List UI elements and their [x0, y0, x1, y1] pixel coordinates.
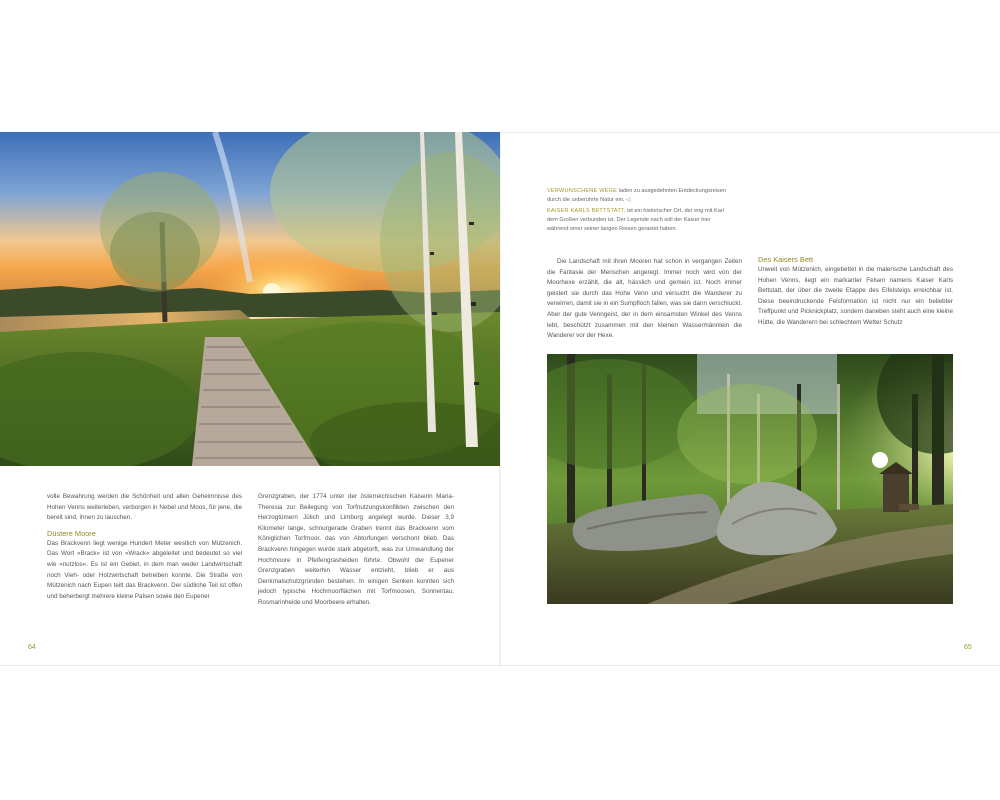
right-column-2 [758, 254, 953, 329]
page-number-left: 64 [28, 644, 36, 651]
caption-1-text: laden zu ausgedehnten Entdeckungsreisen durch die unberührte Natur ein. ◁ [547, 188, 726, 203]
left-col1-paragraph-2: Das Brackvenn liegt wenige Hundert Meter westlich von Mützenich. Das Wort »Brack« ist von »Wrack« abgeleitet und bedeutet so viel wie »nutzlos«. Es ist ein Gebiet, in dem man weder Landwirtschaft noch Vieh- oder Holzwirtschaft betreiben konnte. Die Straße von Mützenich nach Eupen teilt das Brackvenn. Der südliche Teil ist offen und beherbergt mehrere kleine Palsen sowie den Eupener [47, 539, 242, 600]
caption-1-lead: VERWUNSCHENE WEGE [547, 188, 618, 194]
caption-2-lead: KAISER KARLS BETTSTATT, [547, 208, 626, 214]
spread-bottom-edge [0, 665, 1000, 666]
forest-boulders-photo [547, 354, 953, 604]
left-column-2 [258, 492, 454, 609]
subheading-duestere-moore: Düstere Moore [47, 528, 96, 538]
page-number-right: 65 [964, 644, 972, 651]
right-col2-paragraph-1: Unweit von Mützenich, eingebettet in die malerische Landschaft des Hohen Venns, liegt ein markanter Felsen namens Kaiser Karls Bettstatt, der über die zweite Etappe des Eifelsteigs erreichbar ist. Diese beeindruckende Felsformation ist nicht nur ein beliebter Treffpunkt und Picknickplatz, sondern daneben steht auch eine kleine Hütte, die Wanderern bei schlechtem Wetter Schutz [758, 266, 953, 326]
caption-2 [547, 207, 729, 234]
right-column-1 [547, 257, 742, 342]
boardwalk-sunset-photo [0, 132, 500, 466]
subheading-des-kaisers-bett: Des Kaisers Bett [758, 255, 814, 264]
photo-captions [547, 187, 729, 236]
left-col2-paragraph-1: Grenzgraben, der 1774 unter der österreichischen Kaiserin Maria-Theresia zur Beilegung von Torfnutzungskonflikten zwischen den Herzogtümern Jülich und Limburg angelegt wurde. Dieser 3,9 Kilometer lange, schnurgerade Graben trennt das Brackvenn vom Königlichen Torfmoor, das von Abtorfungen verschont blieb. Das Brackvenn hingegen wurde stark abgetorft, was zur Umwandlung der Hochmoore in Pfeifengrasheiden führte. Obwohl der Eupener Grenzgraben weiterhin Wasser entzieht, blieb er aus Denkmalschutzgründen bestehen. In einigen Senken konnten sich jedoch typische Hochmoorflächen mit Torfmoosen, Sonnentau, Rosmarinheide und Moorbeere erhalten. [258, 493, 454, 606]
left-column-1 [47, 492, 242, 602]
right-col1-paragraph-1: Die Landschaft mit ihren Mooren hat schon in vergangen Zeiten die Fantasie der Menschen angeregt. Immer noch wird von der Moorhexe erzählt, die alt, hässlich und gemein ist. Noch immer geistert sie durch das Hohe Venn und versucht die Wanderer zu verwirren, damit sie in ein Sumpfloch fallen, was sie dann verschluckt. Aber der gute Venngeist, der in dem einsamsten Winkel des Venns lebt, beschützt zusammen mit den kleinen Wassermännlein die Wanderer vor der Hexe. [547, 258, 742, 340]
left-col1-paragraph-1: volle Bewahrung werden die Schönheit und allen Geheimnisse des Hohen Venns weiterleben, verborgen in Nebel und Moos, für jene, die bereit sind, ihnen zu lauschen. [47, 493, 242, 522]
caption-1 [547, 187, 729, 205]
caption-2-text: ist ein historischer Ort, der eng mit Karl dem Großen verbunden ist. Der Legende nach soll der Kaiser hier während einer seiner langen Reisen gerastet haben. [547, 208, 724, 232]
